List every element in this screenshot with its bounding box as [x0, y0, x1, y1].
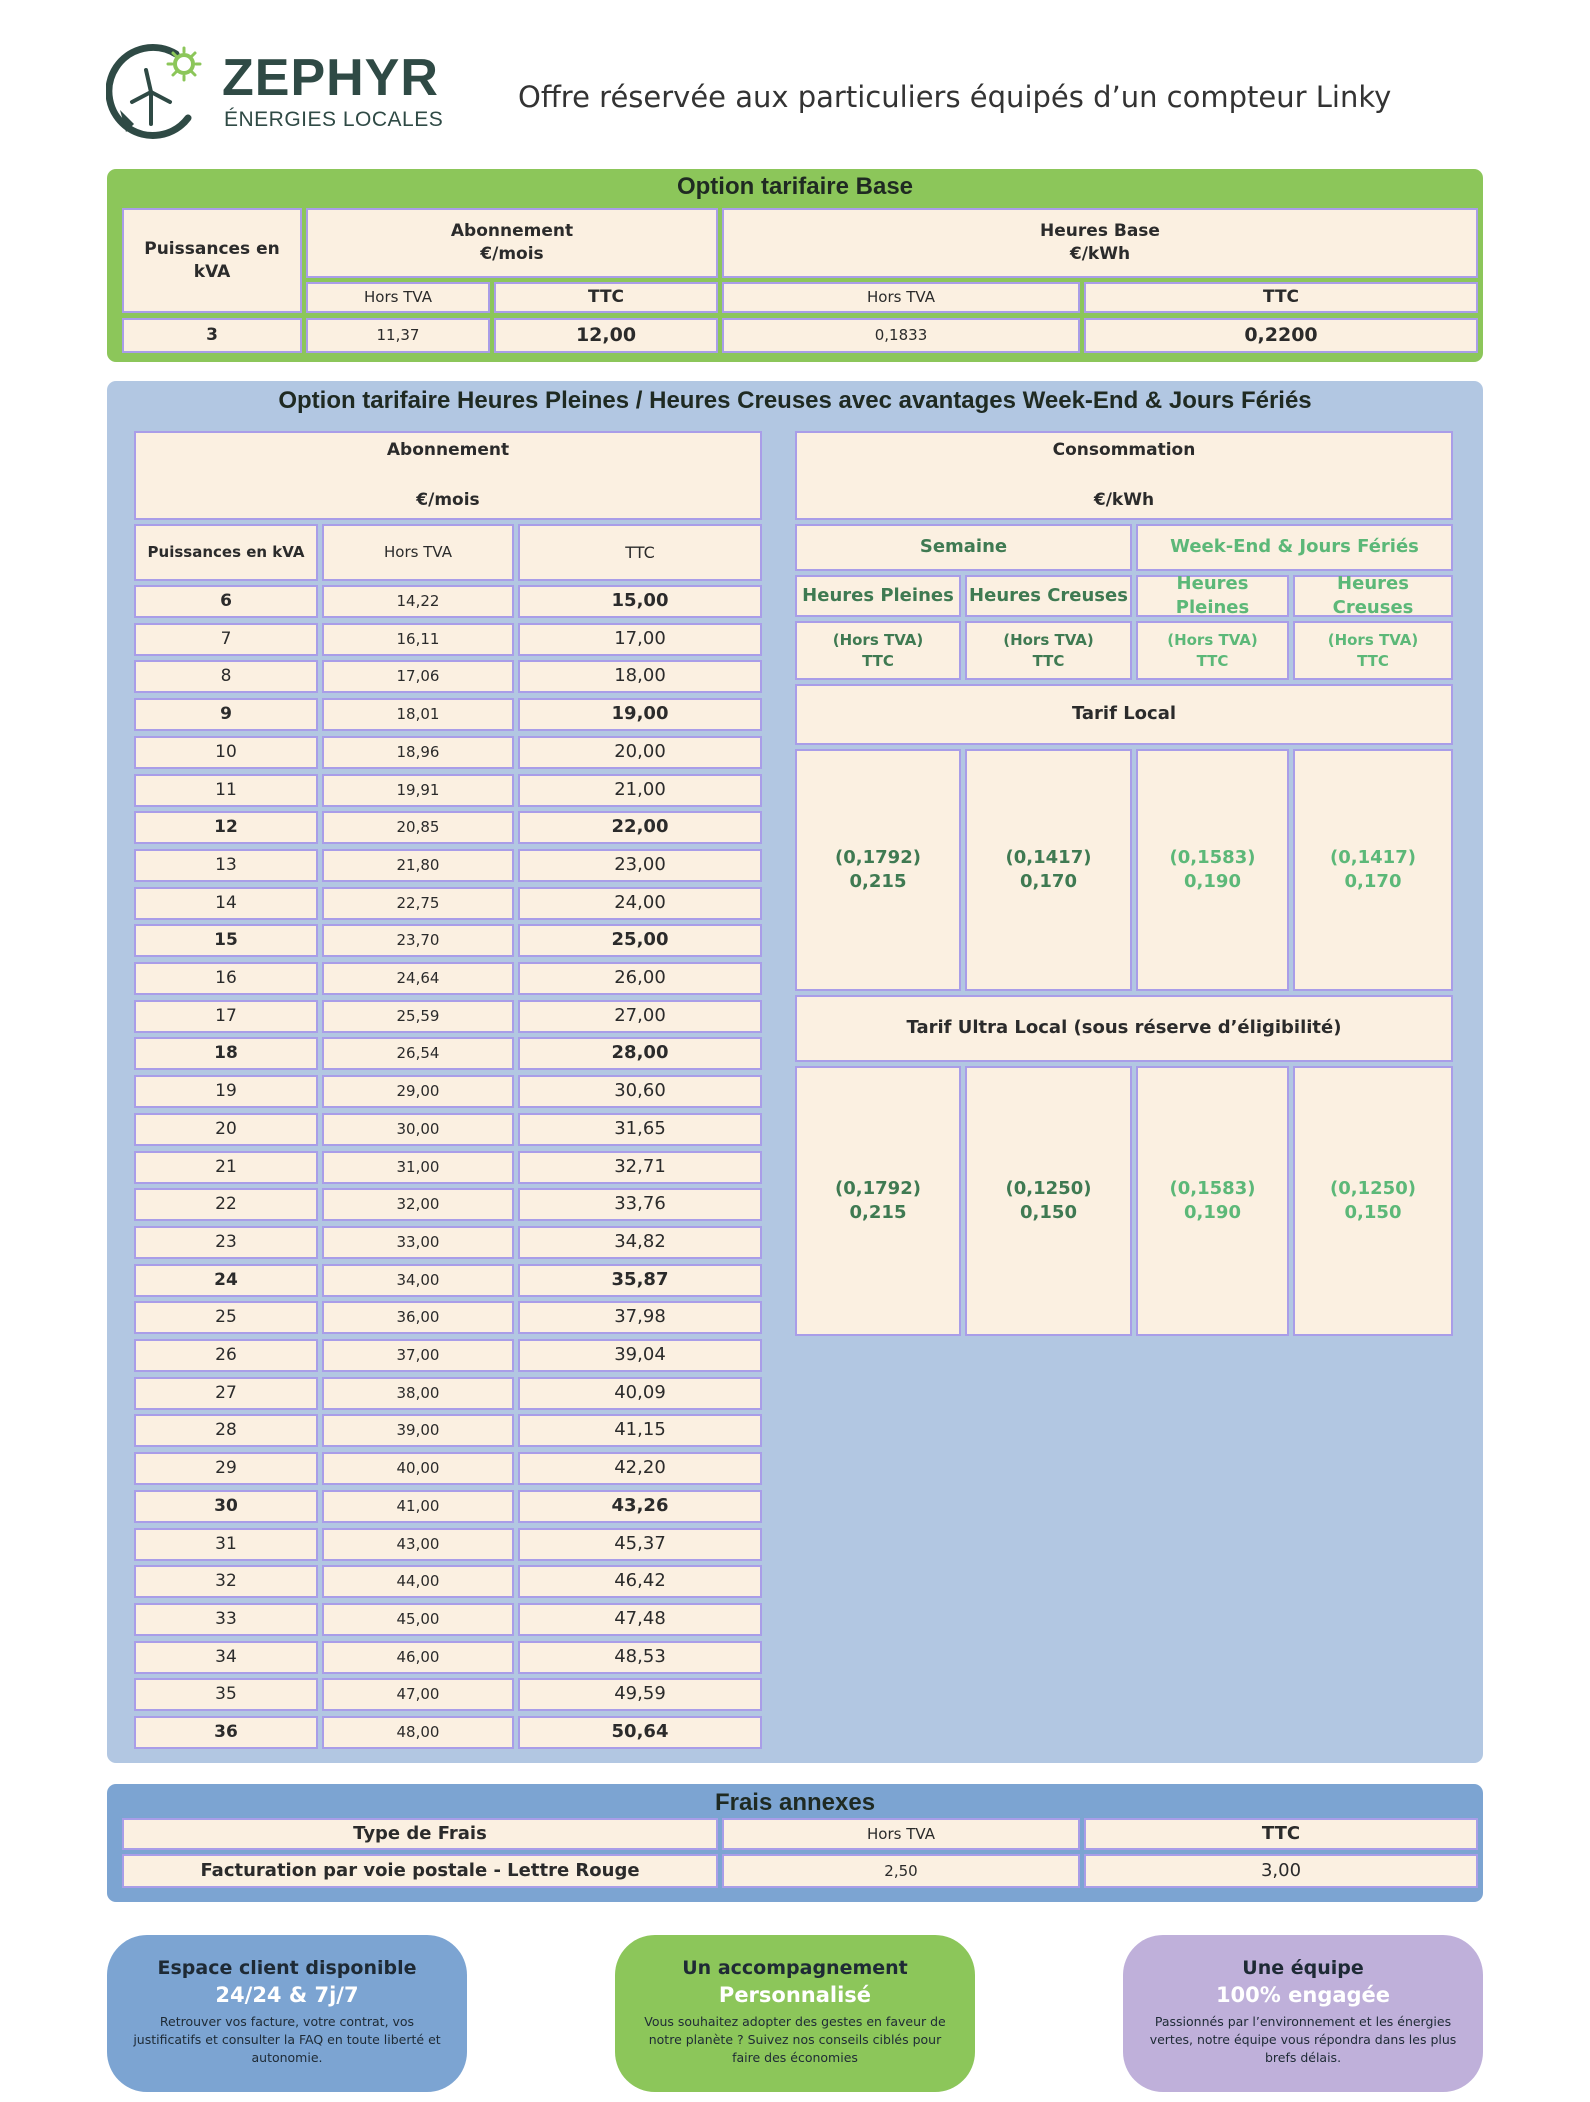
card-text: Passionnés par l’environnement et les énergies vertes, notre équipe vous répondra dans les plus brefs délais. — [1149, 2014, 1457, 2066]
base-row-kwh-ttc: 0,2200 — [1084, 318, 1478, 353]
row-ht: 20,85 — [322, 811, 514, 844]
client-space-card — [107, 1935, 467, 2092]
frais-ttc-header: TTC — [1084, 1818, 1478, 1850]
hphc-ttc-header: TTC — [518, 524, 762, 581]
card-text: Retrouver vos facture, votre contrat, vos justificatifs et consulter la FAQ en toute liberté et autonomie. — [133, 2014, 441, 2066]
row-power: 14 — [134, 887, 318, 920]
base-row-abo-ht: 11,37 — [306, 318, 490, 353]
frais-annexes-title: Frais annexes — [714, 1789, 876, 1816]
base-abo-ht-header: Hors TVA — [306, 282, 490, 313]
value-ttc: 0,215 — [849, 1202, 907, 1223]
row-power: 28 — [134, 1414, 318, 1447]
base-power-header: Puissances en kVA — [122, 208, 302, 313]
row-power: 31 — [134, 1528, 318, 1561]
value-ttc: 0,190 — [1184, 871, 1241, 892]
row-ht: 25,59 — [322, 1000, 514, 1033]
ttc-label: TTC — [862, 651, 894, 670]
row-ht: 31,00 — [322, 1151, 514, 1184]
card-title: Un accompagnement — [682, 1957, 908, 1979]
ht-label: (Hors TVA) — [1167, 631, 1258, 650]
row-ht: 37,00 — [322, 1339, 514, 1372]
ttc-label: TTC — [1196, 651, 1229, 670]
semaine-hc-units — [965, 621, 1132, 680]
row-ttc: 33,76 — [518, 1188, 762, 1221]
row-ttc: 23,00 — [518, 849, 762, 882]
ttc-label: TTC — [1357, 651, 1389, 670]
row-ttc: 34,82 — [518, 1226, 762, 1259]
semaine-hp-header: Heures Pleines — [795, 575, 961, 617]
row-ht: 18,01 — [322, 698, 514, 731]
ultra-weekend-hc-value — [1293, 1066, 1453, 1336]
wind-turbine-icon — [106, 40, 216, 150]
card-title: Espace client disponible — [157, 1957, 417, 1979]
row-ht: 14,22 — [322, 585, 514, 618]
frais-ht-header: Hors TVA — [722, 1818, 1080, 1850]
row-ttc: 46,42 — [518, 1565, 762, 1598]
row-ttc: 18,00 — [518, 660, 762, 693]
row-ttc: 17,00 — [518, 623, 762, 656]
base-heures-base-label: Heures Base — [1040, 221, 1160, 242]
frais-row-ttc: 3,00 — [1084, 1854, 1478, 1888]
base-kwh-ttc-header: TTC — [1084, 282, 1478, 313]
row-power: 13 — [134, 849, 318, 882]
page-title: Offre réservée aux particuliers équipés d’un compteur Linky — [518, 80, 1392, 114]
local-semaine-hc-value — [965, 749, 1132, 991]
row-ht: 32,00 — [322, 1188, 514, 1221]
frais-row-type: Facturation par voie postale - Lettre Rouge — [122, 1854, 718, 1888]
consommation-label: Consommation — [1052, 440, 1196, 460]
card-highlight: 100% engagée — [1215, 1983, 1391, 2007]
base-heures-base-header — [722, 208, 1478, 278]
value-ht: (0,1792) — [835, 1177, 921, 1199]
row-ht: 43,00 — [322, 1528, 514, 1561]
row-power: 15 — [134, 924, 318, 957]
value-ht: (0,1250) — [1005, 1177, 1092, 1199]
base-abonnement-unit: €/mois — [480, 244, 544, 264]
brand-subtitle: ÉNERGIES LOCALES — [224, 108, 444, 131]
tarif-ultra-local-header: Tarif Ultra Local (sous réserve d’éligibilité) — [795, 995, 1453, 1062]
row-ttc: 28,00 — [518, 1037, 762, 1070]
weekend-hp-units — [1136, 621, 1289, 680]
ht-label: (Hors TVA) — [1327, 631, 1419, 650]
value-ht: (0,1792) — [835, 846, 921, 868]
row-power: 7 — [134, 623, 318, 656]
card-highlight: Personnalisé — [718, 1983, 872, 2007]
row-power: 25 — [134, 1301, 318, 1334]
row-power: 9 — [134, 698, 318, 731]
hphc-option-title: Option tarifaire Heures Pleines / Heures Creuses avec avantages Week-End & Jours Fériés — [278, 387, 1312, 414]
row-ht: 34,00 — [322, 1264, 514, 1297]
row-power: 24 — [134, 1264, 318, 1297]
brand-name: ZEPHYR — [222, 49, 439, 107]
row-ht: 47,00 — [322, 1678, 514, 1711]
row-power: 23 — [134, 1226, 318, 1259]
row-ht: 22,75 — [322, 887, 514, 920]
semaine-hc-header: Heures Creuses — [965, 575, 1132, 617]
row-ttc: 37,98 — [518, 1301, 762, 1334]
row-power: 21 — [134, 1151, 318, 1184]
value-ht: (0,1583) — [1169, 1177, 1256, 1199]
ht-label: (Hors TVA) — [832, 631, 924, 650]
ht-label: (Hors TVA) — [1003, 631, 1094, 650]
row-ht: 26,54 — [322, 1037, 514, 1070]
row-ttc: 49,59 — [518, 1678, 762, 1711]
row-ttc: 32,71 — [518, 1151, 762, 1184]
value-ht: (0,1250) — [1330, 1177, 1416, 1199]
row-ht: 44,00 — [322, 1565, 514, 1598]
hphc-power-header: Puissances en kVA — [134, 524, 318, 581]
row-ttc: 30,60 — [518, 1075, 762, 1108]
row-ttc: 39,04 — [518, 1339, 762, 1372]
row-ht: 21,80 — [322, 849, 514, 882]
frais-type-header: Type de Frais — [122, 1818, 718, 1850]
consommation-header — [795, 431, 1453, 520]
value-ttc: 0,170 — [1020, 871, 1077, 892]
row-ht: 45,00 — [322, 1603, 514, 1636]
row-ttc: 48,53 — [518, 1641, 762, 1674]
row-ttc: 35,87 — [518, 1264, 762, 1297]
row-power: 32 — [134, 1565, 318, 1598]
row-ht: 16,11 — [322, 623, 514, 656]
row-ttc: 42,20 — [518, 1452, 762, 1485]
semaine-hp-units — [795, 621, 961, 680]
row-ttc: 47,48 — [518, 1603, 762, 1636]
row-ttc: 43,26 — [518, 1490, 762, 1523]
card-highlight: 24/24 & 7j/7 — [215, 1983, 359, 2007]
row-ttc: 50,64 — [518, 1716, 762, 1749]
value-ht: (0,1417) — [1005, 846, 1092, 868]
row-ht: 29,00 — [322, 1075, 514, 1108]
row-power: 33 — [134, 1603, 318, 1636]
hphc-ht-header: Hors TVA — [322, 524, 514, 581]
row-ht: 36,00 — [322, 1301, 514, 1334]
row-ttc: 27,00 — [518, 1000, 762, 1033]
ultra-semaine-hp-value — [795, 1066, 961, 1336]
row-ht: 17,06 — [322, 660, 514, 693]
support-card — [615, 1935, 975, 2092]
row-ht: 46,00 — [322, 1641, 514, 1674]
base-abonnement-header — [306, 208, 718, 278]
value-ttc: 0,150 — [1020, 1202, 1077, 1223]
base-row-kwh-ht: 0,1833 — [722, 318, 1080, 353]
ultra-semaine-hc-value — [965, 1066, 1132, 1336]
row-power: 29 — [134, 1452, 318, 1485]
semaine-header: Semaine — [795, 524, 1132, 571]
row-ht: 24,64 — [322, 962, 514, 995]
row-power: 12 — [134, 811, 318, 844]
value-ht: (0,1583) — [1169, 846, 1256, 868]
local-weekend-hc-value — [1293, 749, 1453, 991]
row-power: 34 — [134, 1641, 318, 1674]
base-row-abo-ttc: 12,00 — [494, 318, 718, 353]
value-ttc: 0,150 — [1344, 1202, 1402, 1223]
base-abonnement-label: Abonnement — [450, 221, 574, 242]
row-ttc: 40,09 — [518, 1377, 762, 1410]
ultra-weekend-hp-value — [1136, 1066, 1289, 1336]
value-ht: (0,1417) — [1330, 846, 1416, 868]
row-ht: 40,00 — [322, 1452, 514, 1485]
row-ht: 23,70 — [322, 924, 514, 957]
brand-logo — [106, 40, 466, 150]
row-ttc: 15,00 — [518, 585, 762, 618]
row-power: 30 — [134, 1490, 318, 1523]
row-ttc: 41,15 — [518, 1414, 762, 1447]
row-ttc: 24,00 — [518, 887, 762, 920]
row-ht: 18,96 — [322, 736, 514, 769]
card-title: Une équipe — [1242, 1957, 1364, 1979]
consommation-unit: €/kWh — [1093, 490, 1155, 511]
row-power: 19 — [134, 1075, 318, 1108]
base-heures-base-unit: €/kWh — [1069, 244, 1131, 264]
base-kwh-ht-header: Hors TVA — [722, 282, 1080, 313]
weekend-hp-header: Heures Pleines — [1136, 575, 1289, 617]
tarif-local-header: Tarif Local — [795, 684, 1453, 745]
weekend-hc-header: Heures Creuses — [1293, 575, 1453, 617]
row-ht: 38,00 — [322, 1377, 514, 1410]
value-ttc: 0,170 — [1344, 871, 1402, 892]
weekend-header: Week-End & Jours Fériés — [1136, 524, 1453, 571]
row-power: 8 — [134, 660, 318, 693]
card-text: Vous souhaitez adopter des gestes en faveur de notre planète ? Suivez nos conseils ciblés pour faire des économies — [644, 2014, 946, 2066]
row-ttc: 21,00 — [518, 774, 762, 807]
ttc-label: TTC — [1032, 651, 1065, 670]
value-ttc: 0,215 — [849, 871, 907, 892]
row-power: 18 — [134, 1037, 318, 1070]
frais-row-ht: 2,50 — [722, 1854, 1080, 1888]
row-ttc: 26,00 — [518, 962, 762, 995]
row-power: 22 — [134, 1188, 318, 1221]
base-abo-ttc-header: TTC — [494, 282, 718, 313]
row-ht: 19,91 — [322, 774, 514, 807]
hphc-abonnement-label: Abonnement — [386, 440, 510, 460]
row-power: 11 — [134, 774, 318, 807]
row-power: 6 — [134, 585, 318, 618]
row-ht: 33,00 — [322, 1226, 514, 1259]
base-row-power: 3 — [122, 318, 302, 353]
row-power: 35 — [134, 1678, 318, 1711]
row-ttc: 31,65 — [518, 1113, 762, 1146]
row-power: 26 — [134, 1339, 318, 1372]
row-ht: 30,00 — [322, 1113, 514, 1146]
row-power: 27 — [134, 1377, 318, 1410]
base-option-title: Option tarifaire Base — [676, 173, 914, 200]
row-ttc: 22,00 — [518, 811, 762, 844]
team-card — [1123, 1935, 1483, 2092]
hphc-abonnement-unit: €/mois — [416, 490, 480, 511]
value-ttc: 0,190 — [1184, 1202, 1241, 1223]
row-power: 20 — [134, 1113, 318, 1146]
local-semaine-hp-value — [795, 749, 961, 991]
row-power: 36 — [134, 1716, 318, 1749]
row-ttc: 45,37 — [518, 1528, 762, 1561]
row-power: 10 — [134, 736, 318, 769]
row-ht: 41,00 — [322, 1490, 514, 1523]
local-weekend-hp-value — [1136, 749, 1289, 991]
row-power: 16 — [134, 962, 318, 995]
row-ht: 48,00 — [322, 1716, 514, 1749]
weekend-hc-units — [1293, 621, 1453, 680]
hphc-abonnement-header — [134, 431, 762, 520]
row-ht: 39,00 — [322, 1414, 514, 1447]
row-ttc: 20,00 — [518, 736, 762, 769]
row-ttc: 19,00 — [518, 698, 762, 731]
row-power: 17 — [134, 1000, 318, 1033]
row-ttc: 25,00 — [518, 924, 762, 957]
